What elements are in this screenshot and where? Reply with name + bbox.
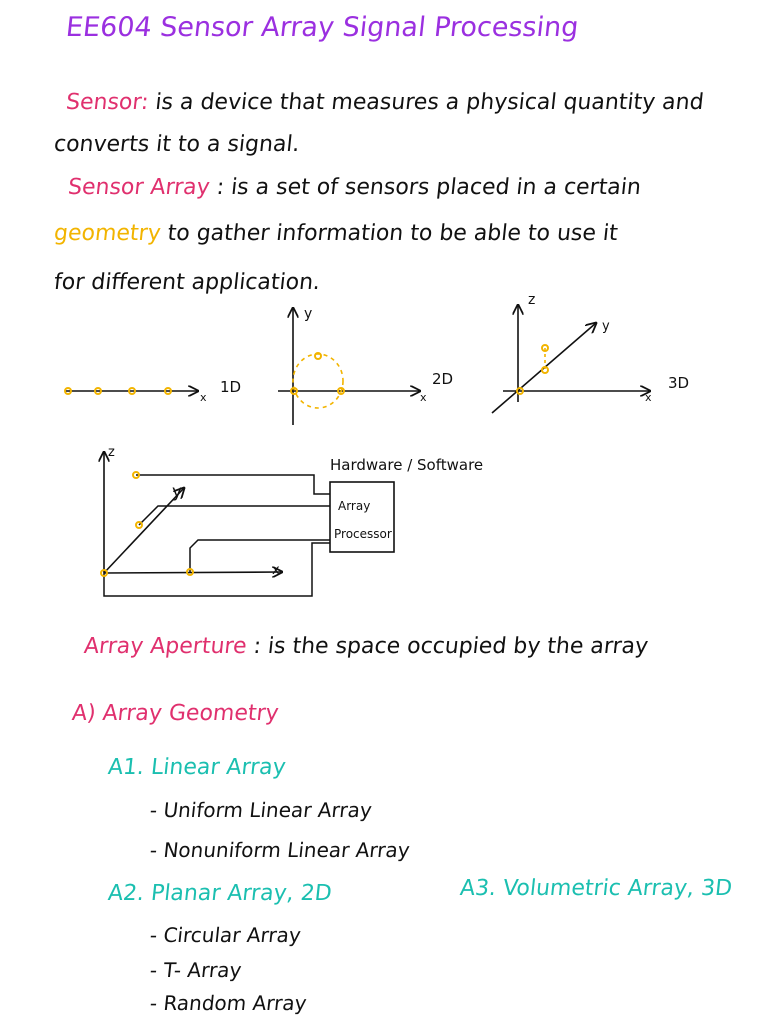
subheading-volumetric-array: A3. Volumetric Array, 3D <box>458 876 734 901</box>
subheading-planar-array: A2. Planar Array, 2D <box>106 881 333 906</box>
diagram-1d <box>65 378 241 404</box>
wire-2 <box>139 506 330 525</box>
label-1d: 1D <box>220 378 242 396</box>
y-axis-label-proc: y <box>172 482 183 502</box>
sensor-definition-continuation: converts it to a signal. <box>52 132 301 157</box>
sensor-array-definition-line-3: for different application. <box>52 270 322 295</box>
x-axis-label-1d: x <box>200 391 207 404</box>
section-heading-array-geometry: A) Array Geometry <box>70 701 280 726</box>
diagram-3d <box>492 292 689 413</box>
wire-3 <box>190 540 330 572</box>
aperture-definition-line <box>83 636 649 658</box>
processor-box-line2: Processor <box>334 527 392 541</box>
list-item: - Circular Array <box>148 923 303 947</box>
x-axis-label-3d: x <box>645 391 652 404</box>
y-axis-label-3d: y <box>602 319 610 334</box>
wire-4 <box>104 543 330 596</box>
sensor-dot <box>315 353 321 359</box>
aperture-term: Array Aperture <box>82 634 248 659</box>
geometry-word: geometry <box>52 221 162 246</box>
wire-1 <box>136 475 330 494</box>
array-processor-diagram <box>101 445 483 596</box>
z-axis-label-3d: z <box>528 292 536 308</box>
x-axis-label-2d: x <box>420 391 427 404</box>
list-item: - Random Array <box>148 991 308 1015</box>
list-item: - Uniform Linear Array <box>148 798 374 822</box>
subheading-linear-array: A1. Linear Array <box>106 755 288 780</box>
sensor-array-definition-text: : is a set of sensors placed in a certain <box>208 175 643 200</box>
sensor-term: Sensor: <box>64 90 150 115</box>
diagram-2d <box>278 306 453 425</box>
sensor-array-term: Sensor Array <box>66 175 212 200</box>
sensor-array-definition-text-2: to gather information to be able to use it <box>159 221 620 246</box>
label-3d: 3D <box>668 374 690 392</box>
y-axis-label-2d: y <box>304 306 313 322</box>
circular-array-outline <box>293 354 343 408</box>
x-axis-label-proc: x <box>272 563 280 578</box>
sensor-definition-text: is a device that measures a physical quantity and <box>147 90 705 115</box>
processor-box-line1: Array <box>338 499 371 513</box>
aperture-definition-text: : is the space occupied by the array <box>245 634 650 659</box>
list-item: - T- Array <box>148 958 243 982</box>
list-item: - Nonuniform Linear Array <box>148 838 411 862</box>
label-2d: 2D <box>432 370 454 388</box>
page-title: EE604 Sensor Array Signal Processing <box>64 12 581 43</box>
hardware-software-caption: Hardware / Software <box>330 456 484 474</box>
array-processor-box <box>330 482 394 552</box>
z-axis-label-proc: z <box>108 445 115 460</box>
